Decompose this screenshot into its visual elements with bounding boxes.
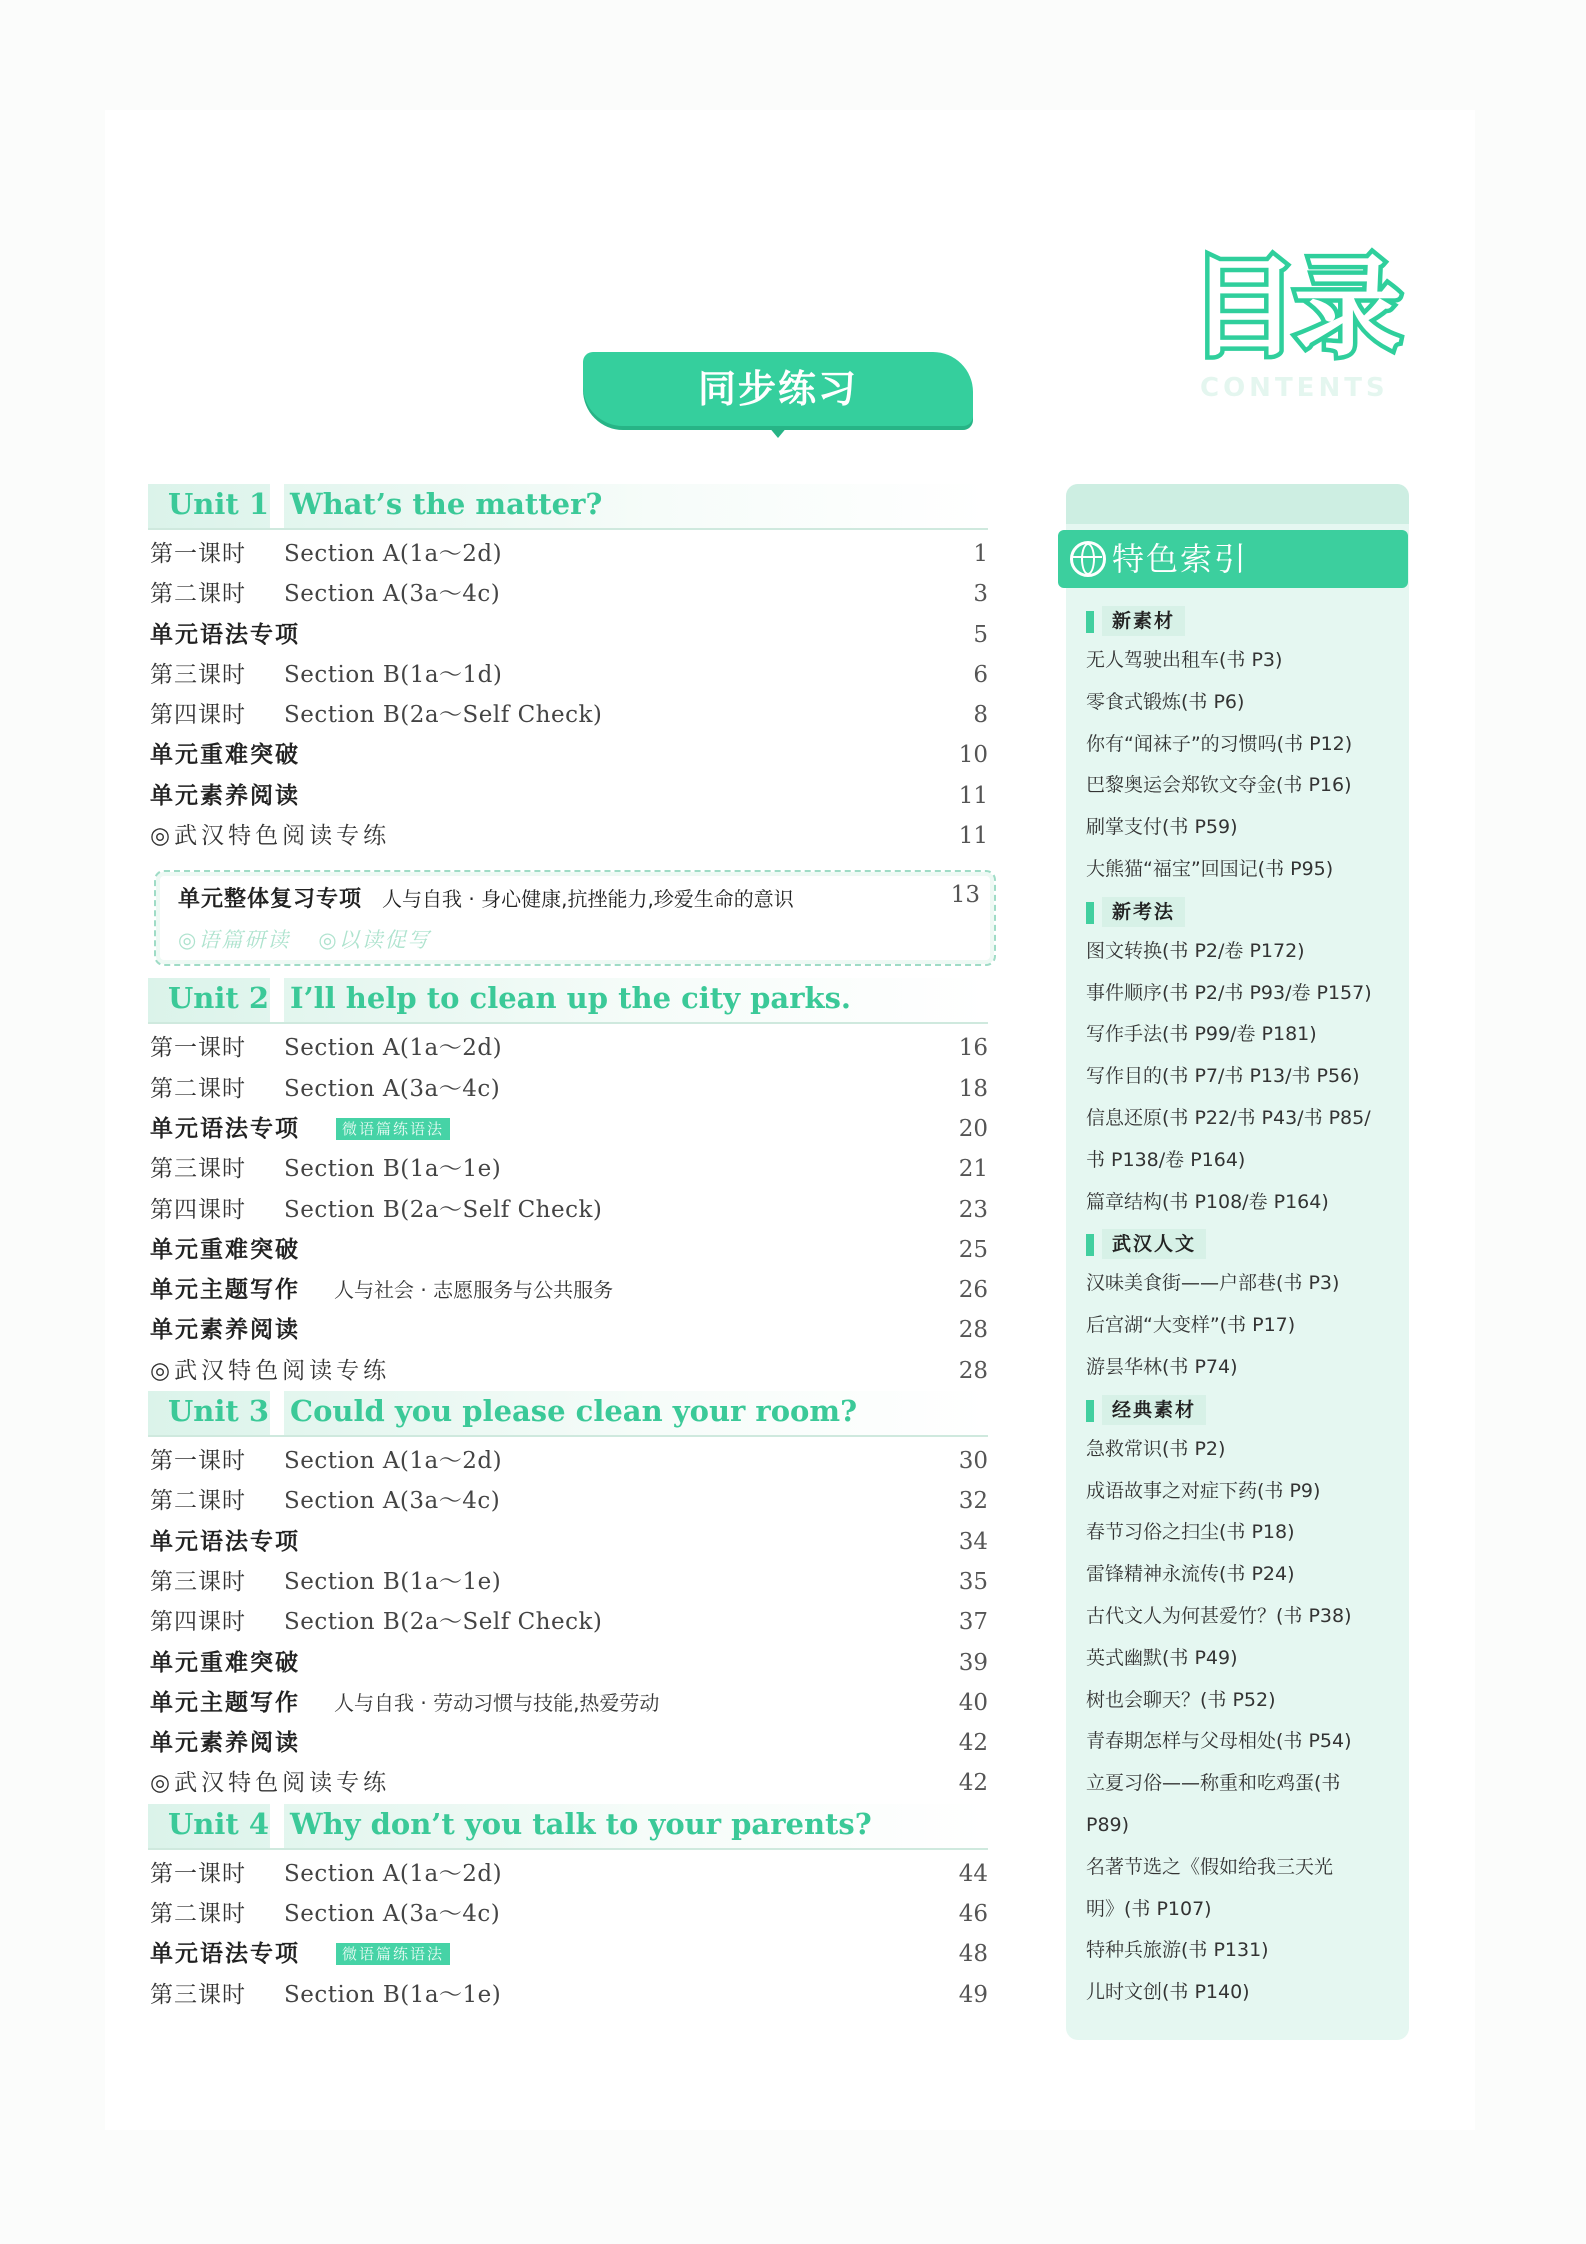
index-category <box>1086 1391 1406 1429</box>
index-item[interactable]: 名著节选之《假如给我三天光 <box>1086 1855 1334 1878</box>
toc-entry-label: 单元主题写作 <box>150 1689 300 1716</box>
toc-entry-label: 单元素养阅读 <box>150 782 300 809</box>
micro-grammar-tag: 微语篇练语法 <box>336 1118 450 1140</box>
unit-header[interactable] <box>148 1391 988 1437</box>
toc-entry-page: 40 <box>958 1689 988 1716</box>
unit-review-heading <box>178 882 794 913</box>
toc-entry-page: 23 <box>958 1196 988 1223</box>
index-item[interactable]: 无人驾驶出租车(书 P3) <box>1086 649 1283 671</box>
index-item[interactable]: 写作手法(书 P99/卷 P181) <box>1086 1023 1317 1046</box>
toc-entry[interactable] <box>148 574 988 614</box>
toc-entry-page: 3 <box>973 581 988 608</box>
index-item[interactable]: 事件顺序(书 P2/书 P93/卷 P157) <box>1086 981 1372 1004</box>
index-category <box>1086 1225 1406 1263</box>
index-item[interactable]: 汉味美食街——户部巷(书 P3) <box>1086 1272 1340 1295</box>
index-item[interactable]: 立夏习俗——称重和吃鸡蛋(书 <box>1086 1772 1341 1795</box>
toc-entry-label: 第二课时 <box>150 1075 246 1102</box>
toc-entry-section: Section B(1a～1e) <box>284 1156 502 1183</box>
index-item[interactable]: 零食式锻炼(书 P6) <box>1086 690 1245 713</box>
toc-entry-page: 26 <box>958 1277 988 1304</box>
index-item[interactable]: 篇章结构(书 P108/卷 P164) <box>1086 1190 1329 1213</box>
toc-entry-page: 46 <box>958 1901 988 1928</box>
toc-entry-page: 34 <box>958 1528 988 1555</box>
toc-entry[interactable] <box>148 1723 988 1763</box>
toc-entry-label: 第一课时 <box>150 541 246 567</box>
toc-entry-label: 第一课时 <box>150 1860 246 1887</box>
toc-entry-label: 第二课时 <box>150 1901 246 1928</box>
index-category-label: 经典素材 <box>1102 1395 1206 1425</box>
index-item[interactable]: 刷掌支付(书 P59) <box>1086 816 1238 839</box>
index-category <box>1086 602 1406 640</box>
toc-entry[interactable] <box>148 1975 988 2015</box>
toc-entry[interactable] <box>148 1190 988 1230</box>
unit-review-theme: 人与自我 · 身心健康,抗挫能力,珍爱生命的意识 <box>382 887 794 912</box>
toc-entry-label: 第三课时 <box>150 1981 246 2008</box>
toc-entry-section: Section A(3a～4c) <box>284 581 501 608</box>
toc-entry-label: 第一课时 <box>150 1035 246 1062</box>
toc-entry-section: Section A(3a～4c) <box>284 1901 501 1928</box>
toc-entry-section: Section B(1a～1d) <box>284 661 503 688</box>
toc-entry-page: 6 <box>973 661 988 688</box>
unit-title: What’s the matter? <box>290 487 603 521</box>
toc-entry-section: Section A(1a～2d) <box>284 541 503 567</box>
toc-entry-section: Section A(3a～4c) <box>284 1075 501 1102</box>
unit-header[interactable] <box>148 1804 988 1850</box>
category-marker <box>1086 1234 1094 1256</box>
toc-entry-label: 第四课时 <box>150 702 246 729</box>
unit-number: Unit 1 <box>168 487 270 521</box>
toc-entry-page: 10 <box>958 742 988 769</box>
toc-entry-theme: 人与社会 · 志愿服务与公共服务 <box>334 1278 614 1303</box>
toc-entry-label: 第二课时 <box>150 581 246 608</box>
toc-entry-label: 单元语法专项 <box>150 1941 300 1968</box>
unit-title: Why don’t you talk to your parents? <box>290 1806 872 1841</box>
unit-review-item: ◎语篇研读 <box>178 928 291 953</box>
toc-entry[interactable] <box>148 1441 988 1481</box>
toc-entry-section: Section A(1a～2d) <box>284 1448 503 1475</box>
index-item[interactable]: 雷锋精神永流传(书 P24) <box>1086 1563 1295 1586</box>
toc-entry[interactable] <box>148 1481 988 1521</box>
toc-entry[interactable] <box>148 1854 988 1894</box>
toc-entry-page: 5 <box>973 621 988 648</box>
unit-header-separator <box>270 484 284 528</box>
toc-entry-section: Section B(2a～Self Check) <box>284 1609 603 1636</box>
index-item[interactable]: 书 P138/卷 P164) <box>1086 1148 1246 1171</box>
index-item[interactable]: 大熊猫“福宝”回国记(书 P95) <box>1086 857 1334 880</box>
category-marker <box>1086 611 1094 633</box>
index-item[interactable]: 树也会聊天？(书 P52) <box>1086 1688 1276 1711</box>
toc-entry-page: 35 <box>958 1568 988 1595</box>
micro-grammar-tag: 微语篇练语法 <box>336 1943 450 1965</box>
toc-entry-section: Section A(1a～2d) <box>284 1035 503 1062</box>
feature-index-panel <box>1066 484 1409 2040</box>
catalog-title <box>1190 246 1410 403</box>
toc-entry-label: 单元语法专项 <box>150 621 300 648</box>
toc-entry[interactable] <box>148 1763 988 1803</box>
toc-entry-label: 单元重难突破 <box>150 1236 300 1263</box>
index-item[interactable]: 儿时文创(书 P140) <box>1086 1981 1250 2004</box>
toc-entry-label: 单元语法专项 <box>150 1115 300 1142</box>
toc-entry[interactable] <box>148 776 988 816</box>
toc-entry-page: 42 <box>958 1770 988 1797</box>
catalog-title-main: 目录 <box>1190 246 1399 371</box>
toc-entry[interactable] <box>148 816 988 856</box>
section-banner-label: 同步练习 <box>697 367 858 411</box>
toc-entry-label: 第三课时 <box>150 661 246 688</box>
unit-review-label: 单元整体复习专项 <box>178 887 363 913</box>
unit-title: I’ll help to clean up the city parks. <box>290 981 852 1016</box>
index-item[interactable]: 明》(书 P107) <box>1086 1897 1212 1920</box>
toc-entry-section: Section B(1a～1e) <box>284 1568 502 1595</box>
toc-entry[interactable] <box>148 1069 988 1109</box>
toc-entry-section: Section B(1a～1e) <box>284 1981 502 2008</box>
unit-number: Unit 2 <box>168 981 270 1016</box>
toc-entry-label: 第二课时 <box>150 1488 246 1515</box>
index-item[interactable]: 急救常识(书 P2) <box>1086 1437 1226 1460</box>
feature-index-header <box>1058 530 1408 588</box>
toc-entry-section: Section A(3a～4c) <box>284 1488 501 1515</box>
unit-title: Could you please clean your room? <box>290 1394 858 1429</box>
toc-column <box>148 484 988 2015</box>
toc-entry-label: 第一课时 <box>150 1448 246 1475</box>
toc-entry[interactable] <box>148 615 988 655</box>
toc-entry-page: 32 <box>958 1488 988 1515</box>
toc-entry-page: 39 <box>958 1649 988 1676</box>
toc-entry[interactable] <box>148 1562 988 1602</box>
toc-entry[interactable] <box>148 655 988 695</box>
toc-entry[interactable] <box>148 1602 988 1642</box>
unit-review-page: 13 <box>950 882 980 909</box>
toc-entry-label: 第四课时 <box>150 1609 246 1636</box>
unit-number: Unit 3 <box>168 1394 270 1429</box>
toc-entry-page: 21 <box>958 1156 988 1183</box>
toc-entry[interactable] <box>148 1149 988 1189</box>
globe-icon <box>1070 541 1106 577</box>
toc-entry-label: ◎武汉特色阅读专练 <box>150 823 391 850</box>
toc-entry-label: 第四课时 <box>150 1196 246 1223</box>
toc-entry-page: 20 <box>958 1115 988 1142</box>
toc-entry-page: 28 <box>958 1357 988 1384</box>
toc-entry[interactable] <box>148 1270 988 1310</box>
index-category-label: 新素材 <box>1102 606 1185 636</box>
index-item[interactable]: 信息还原(书 P22/书 P43/书 P85/ <box>1086 1106 1371 1129</box>
toc-entry-page: 28 <box>958 1317 988 1344</box>
toc-entry[interactable] <box>148 1109 988 1149</box>
toc-entry-page: 18 <box>958 1075 988 1102</box>
toc-entry[interactable] <box>148 735 988 775</box>
toc-entry-page: 42 <box>958 1730 988 1757</box>
toc-entry-page: 25 <box>958 1236 988 1263</box>
unit-header[interactable] <box>148 484 988 530</box>
toc-entry[interactable] <box>148 534 988 574</box>
unit-review-item: ◎以读促写 <box>318 928 431 953</box>
toc-entry-label: ◎武汉特色阅读专练 <box>150 1357 391 1384</box>
index-category <box>1086 893 1406 931</box>
toc-entry-page: 49 <box>958 1981 988 2008</box>
toc-entry-label: ◎武汉特色阅读专练 <box>150 1770 391 1797</box>
toc-entry-label: 单元主题写作 <box>150 1277 300 1304</box>
banner-pointer <box>768 426 788 438</box>
category-marker <box>1086 1400 1094 1422</box>
toc-entry-page: 44 <box>958 1860 988 1887</box>
index-item[interactable]: 图文转换(书 P2/卷 P172) <box>1086 939 1305 962</box>
toc-entry-label: 单元重难突破 <box>150 742 300 769</box>
toc-entry[interactable] <box>148 1894 988 1934</box>
catalog-title-sub: CONTENTS <box>1200 373 1389 403</box>
toc-entry[interactable] <box>148 1934 988 1974</box>
toc-entry-page: 8 <box>973 702 988 729</box>
toc-entry-label: 第三课时 <box>150 1568 246 1595</box>
toc-entry-label: 第三课时 <box>150 1156 246 1183</box>
toc-entry[interactable] <box>148 1351 988 1391</box>
toc-entry[interactable] <box>148 1643 988 1683</box>
unit-header-separator <box>270 978 284 1022</box>
toc-entry-label: 单元素养阅读 <box>150 1317 300 1344</box>
index-item[interactable]: 游昙华林(书 P74) <box>1086 1355 1238 1378</box>
feature-index-list <box>1086 600 1406 2014</box>
unit-review-box[interactable] <box>154 870 996 966</box>
toc-entry-page: 37 <box>958 1609 988 1636</box>
toc-entry[interactable] <box>148 1522 988 1562</box>
index-item[interactable]: 英式幽默(书 P49) <box>1086 1646 1238 1669</box>
index-category-label: 武汉人文 <box>1102 1229 1206 1259</box>
unit-header[interactable] <box>148 978 988 1024</box>
toc-entry[interactable] <box>148 1028 988 1068</box>
toc-entry[interactable] <box>148 1310 988 1350</box>
toc-entry-page: 11 <box>958 823 988 850</box>
index-item[interactable]: 春节习俗之扫尘(书 P18) <box>1086 1521 1295 1544</box>
category-marker <box>1086 902 1094 924</box>
toc-entry-theme: 人与自我 · 劳动习惯与技能,热爱劳动 <box>334 1690 660 1715</box>
index-item[interactable]: 特种兵旅游(书 P131) <box>1086 1939 1269 1962</box>
index-item[interactable]: 巴黎奥运会郑钦文夺金(书 P16) <box>1086 774 1352 797</box>
toc-entry[interactable] <box>148 1230 988 1270</box>
toc-entry-section: Section B(2a～Self Check) <box>284 702 603 729</box>
toc-entry-section: Section B(2a～Self Check) <box>284 1196 603 1223</box>
toc-entry-label: 单元语法专项 <box>150 1528 300 1555</box>
index-item[interactable]: 写作目的(书 P7/书 P13/书 P56) <box>1086 1065 1360 1088</box>
unit-header-separator <box>270 1391 284 1435</box>
toc-entry-label: 单元素养阅读 <box>150 1730 300 1757</box>
toc-entry-page: 48 <box>958 1941 988 1968</box>
panel-top-strip <box>1066 484 1409 524</box>
toc-entry[interactable] <box>148 1683 988 1723</box>
toc-entry-page: 11 <box>958 782 988 809</box>
section-banner <box>583 352 973 426</box>
index-item[interactable]: 后宫湖“大变样”(书 P17) <box>1086 1314 1296 1337</box>
toc-entry[interactable] <box>148 695 988 735</box>
toc-entry-page: 16 <box>958 1035 988 1062</box>
toc-entry-section: Section A(1a～2d) <box>284 1860 503 1887</box>
toc-entry-label: 单元重难突破 <box>150 1649 300 1676</box>
toc-entry-page: 1 <box>973 541 988 567</box>
toc-entry-page: 30 <box>958 1448 988 1475</box>
unit-header-separator <box>270 1804 284 1848</box>
index-category-label: 新考法 <box>1102 897 1185 927</box>
feature-index-title: 特色索引 <box>1112 540 1249 578</box>
index-item[interactable]: 古代文人为何甚爱竹？(书 P38) <box>1086 1604 1352 1627</box>
index-item[interactable]: 成语故事之对症下药(书 P9) <box>1086 1479 1321 1502</box>
unit-number: Unit 4 <box>168 1806 270 1841</box>
index-item[interactable]: P89) <box>1086 1813 1130 1836</box>
unit-review-items <box>178 924 459 954</box>
index-item[interactable]: 青春期怎样与父母相处(书 P54) <box>1086 1730 1352 1753</box>
index-item[interactable]: 你有“闻袜子”的习惯吗(书 P12) <box>1086 732 1353 755</box>
